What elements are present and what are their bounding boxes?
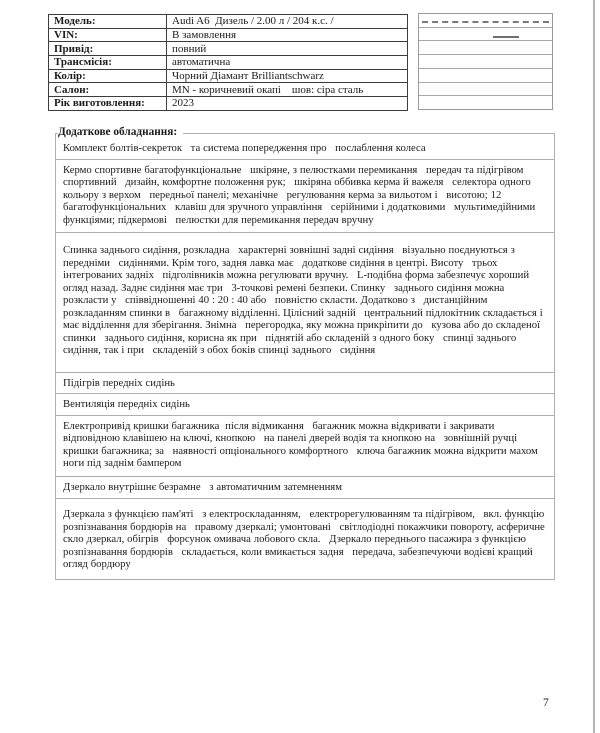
equipment-section-heading: Додаткове обладнання:: [58, 125, 183, 140]
equipment-item: Спинка заднього сидіння, розкладна характерні зовнішні задні сидіння візуально поєднуються з передніми сидіннями. Крім того, задня лавка має додаткове сидіння в центрі. Висоту трьох інтегрованих задніх підголівників можна регулювати вручну. L-подібна форма забезпечує хороший огляд назад. Заднє сидіння має три 3-точкові ремені безпеки. Спинку заднього сидіння можна розкласти у співвідношенні 40 : 20 : 40 або повністю скласти. Додатково з дистанційним розкладанням спинки в багажному відділенні. Цілісний задній центральний підлокітник складається і має відділення для зберігання. Знімна перегородка, яку можна прикріпити до кузова або до складеної спинки заднього сидіння, корисна як при піднятій або складеній з одного боку спинці заднього сидіння, так і при складеній з обох боків спинці заднього сидіння: [56, 232, 554, 372]
redacted-row: [419, 55, 552, 69]
redaction-short-mark: [493, 36, 519, 38]
spec-label: Салон:: [49, 83, 167, 97]
redacted-row: [419, 14, 552, 28]
redacted-row: [419, 28, 552, 42]
spec-value: Audi A6 Дизель / 2.00 л / 204 к.с. /: [167, 15, 408, 29]
redacted-values-panel: [418, 13, 553, 110]
spec-label: Колір:: [49, 69, 167, 83]
redaction-dashed-line: [422, 21, 549, 23]
table-row: [49, 15, 408, 29]
equipment-item: Дзеркало внутрішнє безрамне з автоматичним затемненням: [56, 476, 554, 499]
spec-label: Модель:: [49, 15, 167, 29]
redacted-row: [419, 96, 552, 109]
spec-value: В замовлення: [167, 28, 408, 42]
spec-value: 2023: [167, 97, 408, 111]
page-edge-rule: [593, 0, 595, 733]
spec-label: Трансмісія:: [49, 56, 167, 70]
vehicle-spec-table: [48, 14, 408, 111]
spec-value: автоматична: [167, 56, 408, 70]
spec-label: Привід:: [49, 42, 167, 56]
spec-label: VIN:: [49, 28, 167, 42]
table-row: [49, 83, 408, 97]
table-row: [49, 28, 408, 42]
spec-value: повний: [167, 42, 408, 56]
table-row: [49, 56, 408, 70]
table-row: [49, 69, 408, 83]
spec-label: Рік виготовлення:: [49, 97, 167, 111]
equipment-item: Підігрів передніх сидінь: [56, 372, 554, 394]
redacted-row: [419, 41, 552, 55]
equipment-item: Вентиляція передніх сидінь: [56, 393, 554, 415]
equipment-section: [55, 126, 555, 580]
table-row: [49, 42, 408, 56]
redacted-row: [419, 69, 552, 83]
redacted-row: [419, 83, 552, 97]
table-row: [49, 97, 408, 111]
spec-value: Чорний Діамант Brilliantschwarz: [167, 69, 408, 83]
spec-value: MN - коричневий окапі шов: сіра сталь: [167, 83, 408, 97]
equipment-item: Кермо спортивне багатофункціональне шкіряне, з пелюстками перемикання передач та підігрівом спортивний дизайн, комфортне положення рук; шкіряна оббивка керма й важеля селектора одного кольору з верхом передньої панелі; механічне регулювання керма за вильотом і висотою; 12 багатофункціональних клавіш для зручного управління серійними і додатковими мультимедійними функціями; підкермові пелюстки для перемикання передач вручну: [56, 159, 554, 233]
equipment-item: Комплект болтів-секреток та система попередження про послаблення колеса: [63, 142, 426, 154]
equipment-item: Дзеркала з функцією пам'яті з електроскладанням, електрорегулюванням та підігрівом, вкл. функцію розпізнавання бордюрів на правому дзеркалі; умонтовані світлодіодні покажчики повороту, асферичне скло дзеркал, обігрів форсунок омивача лобового скла. Дзеркало переднього пасажира з функцією розпізнавання бордюрів складається, коли вмикається задня передача, забезпечуючи водієві кращий огляд бордюру: [56, 498, 554, 579]
equipment-item: Електропривід кришки багажника після відмикання багажник можна відкривати і закривати відповідною клавішею на ключі, кнопкою на панелі дверей водія та кнопкою на зовнішній ручці кришки багажника; за наявності опціонального комфортного ключа багажник можна відкрити махом ноги під заднім бампером: [56, 415, 554, 476]
page-number: 7: [543, 697, 549, 709]
